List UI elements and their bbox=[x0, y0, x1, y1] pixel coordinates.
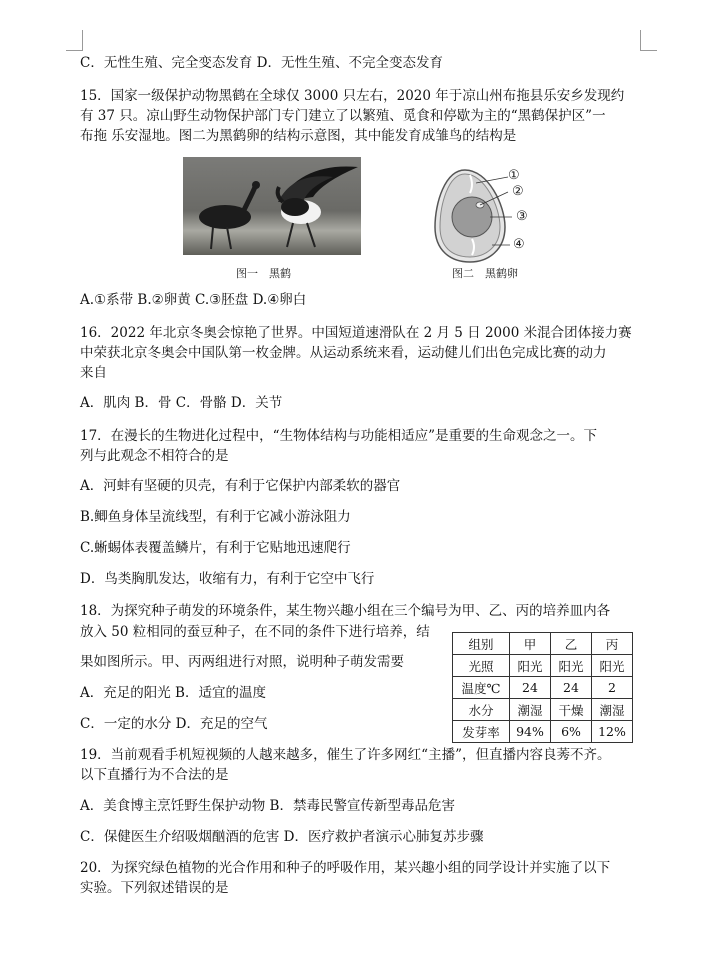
table-cell: 24 bbox=[510, 677, 551, 699]
table-cell: 94% bbox=[510, 721, 551, 743]
q17-option-d: D．鸟类胸肌发达，收缩有力，有利于它空中飞行 bbox=[80, 571, 375, 587]
q20-line-2: 实验。下列叙述错误的是 bbox=[80, 880, 229, 896]
table-cell: 24 bbox=[551, 677, 592, 699]
q20-line-1: 20．为探究绿色植物的光合作用和种子的呼吸作用，某兴趣小组的同学设计并实施了以下 bbox=[80, 860, 611, 876]
table-row bbox=[453, 699, 633, 721]
table-cell: 12% bbox=[592, 721, 633, 743]
table-row bbox=[453, 633, 633, 655]
q16-options: A．肌肉 B．骨 C．骨骼 D．关节 bbox=[80, 395, 283, 411]
table-row bbox=[453, 655, 633, 677]
table-cell: 水分 bbox=[453, 699, 510, 721]
table-cell: 干燥 bbox=[551, 699, 592, 721]
egg-label-3: ③ bbox=[516, 209, 528, 224]
table-cell: 6% bbox=[551, 721, 592, 743]
q19-options-cd: C．保健医生介绍吸烟酗酒的危害 D．医疗救护者演示心肺复苏步骤 bbox=[80, 829, 484, 845]
table-cell: 丙 bbox=[592, 633, 633, 655]
table-cell: 发芽率 bbox=[453, 721, 510, 743]
table-cell: 潮湿 bbox=[592, 699, 633, 721]
q15-line-3: 布拖 乐安湿地。图二为黑鹤卵的结构示意图，其中能发育成雏鸟的结构是 bbox=[80, 128, 517, 144]
q16-line-3: 来自 bbox=[80, 365, 107, 381]
egg-label-1: ① bbox=[508, 168, 520, 183]
egg-label-4: ④ bbox=[513, 237, 525, 252]
q15-line-2: 有 37 只。凉山野生动物保护部门专门建立了以繁殖、觅食和停歇为主的“黑鹤保护区”一 bbox=[80, 108, 606, 124]
q16-line-1: 16．2022 年北京冬奥会惊艳了世界。中国短道速滑队在 2 月 5 日 2000 米混合团体接力赛 bbox=[80, 325, 632, 341]
table-cell: 2 bbox=[592, 677, 633, 699]
table-cell: 阳光 bbox=[510, 655, 551, 677]
q17-line-1: 17．在漫长的生物进化过程中，“生物体结构与功能相适应”是重要的生命观念之一。下 bbox=[80, 428, 597, 444]
table-cell: 光照 bbox=[453, 655, 510, 677]
q18-options-cd: C．一定的水分 D．充足的空气 bbox=[80, 716, 268, 732]
q19-options-ab: A．美食博主烹饪野生保护动物 B．禁毒民警宣传新型毒品危害 bbox=[80, 798, 455, 814]
fig1-caption: 图一 黑鹤 bbox=[236, 267, 291, 280]
q17-option-c: C.蜥蜴体表覆盖鳞片，有利于它贴地迅速爬行 bbox=[80, 540, 351, 556]
q18-options-ab: A．充足的阳光 B．适宜的温度 bbox=[80, 685, 266, 701]
margin-corner-left bbox=[66, 30, 83, 51]
q17-option-b: B.鲫鱼身体呈流线型，有利于它减小游泳阻力 bbox=[80, 509, 351, 525]
egg-label-2: ② bbox=[512, 184, 524, 199]
table-cell: 阳光 bbox=[551, 655, 592, 677]
fig2-caption: 图二 黑鹤卵 bbox=[452, 267, 518, 280]
q18-line-3: 果如图所示。甲、丙两组进行对照，说明种子萌发需要 bbox=[80, 654, 404, 670]
q15-line-1: 15．国家一级保护动物黑鹤在全球仅 3000 只左右，2020 年于凉山州布拖县乐安乡发现约 bbox=[80, 88, 625, 104]
q18-line-1: 18．为探究种子萌发的环境条件，某生物兴趣小组在三个编号为甲、乙、丙的培养皿内各 bbox=[80, 603, 611, 619]
q17-option-a: A．河蚌有坚硬的贝壳，有利于它保护内部柔软的器官 bbox=[80, 478, 401, 494]
black-crane-photo bbox=[183, 157, 361, 255]
table-cell: 温度℃ bbox=[453, 677, 510, 699]
q14-options: C．无性生殖、完全变态发育 D．无性生殖、不完全变态发育 bbox=[80, 55, 443, 71]
q19-line-2: 以下直播行为不合法的是 bbox=[80, 767, 229, 783]
q16-line-2: 中荣获北京冬奥会中国队第一枚金牌。从运动系统来看，运动健儿们出色完成比赛的动力 bbox=[80, 345, 607, 361]
q18-line-2: 放入 50 粒相同的蚕豆种子，在不同的条件下进行培养，结 bbox=[80, 624, 430, 640]
table-cell: 乙 bbox=[551, 633, 592, 655]
table-row bbox=[453, 677, 633, 699]
seed-germination-table bbox=[452, 632, 633, 743]
table-row bbox=[453, 721, 633, 743]
q15-options: A.①系带 B.②卵黄 C.③胚盘 D.④卵白 bbox=[80, 292, 307, 308]
table-cell: 组别 bbox=[453, 633, 510, 655]
q19-line-1: 19．当前观看手机短视频的人越来越多，催生了许多网红“主播”，但直播内容良莠不齐。 bbox=[80, 747, 611, 763]
q17-line-2: 列与此观念不相符合的是 bbox=[80, 448, 229, 464]
table-cell: 阳光 bbox=[592, 655, 633, 677]
margin-corner-right bbox=[640, 30, 657, 51]
table-cell: 甲 bbox=[510, 633, 551, 655]
table-cell: 潮湿 bbox=[510, 699, 551, 721]
